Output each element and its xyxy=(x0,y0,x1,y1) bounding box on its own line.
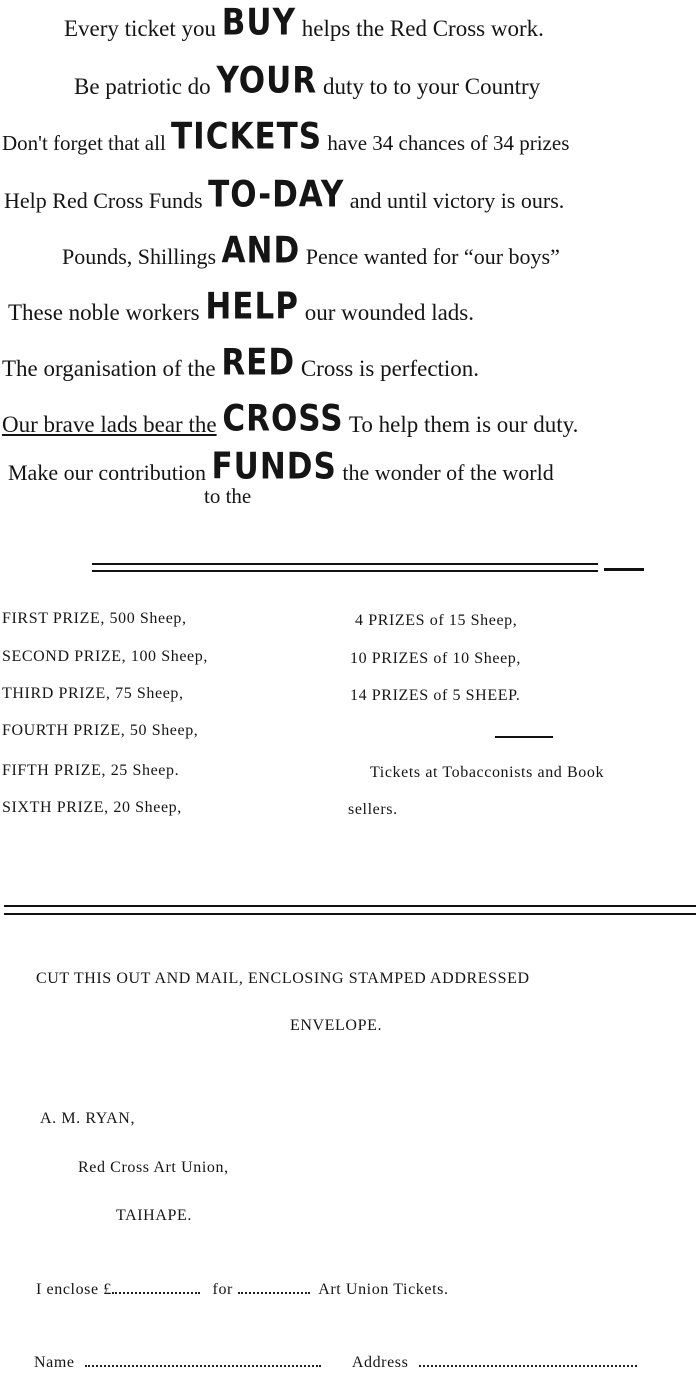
slogan-6-pre: These noble workers xyxy=(8,300,200,325)
enclose-for-label: for xyxy=(212,1281,233,1298)
slogan-1-pre: Every ticket you xyxy=(64,16,217,41)
slogan-9-pre: Make our contribution xyxy=(8,460,206,485)
slogan-2 xyxy=(74,59,541,102)
slogan-8-post: To help them is our duty. xyxy=(348,412,579,437)
slogan-3 xyxy=(2,115,570,158)
divider-mid-b xyxy=(4,913,696,915)
slogan-2-post: duty to to your Country xyxy=(322,74,541,99)
slogan-7-pre: The organisation of the xyxy=(2,356,216,381)
divider-top-c xyxy=(604,568,644,571)
prize-short-rule xyxy=(495,736,553,738)
slogan-3-pre: Don't forget that all xyxy=(2,131,166,155)
slogan-8-pre: Our brave lads bear the xyxy=(2,412,217,437)
slogan-2-pre: Be patriotic do xyxy=(74,74,211,99)
coupon-instruction-2: ENVELOPE. xyxy=(290,1017,383,1034)
prize-left-2: SECOND PRIZE, 100 Sheep, xyxy=(2,648,208,665)
divider-mid-a xyxy=(4,905,696,907)
address-dotted-field[interactable] xyxy=(419,1357,637,1367)
coupon-town: TAIHAPE. xyxy=(116,1207,192,1224)
prize-left-5: FIFTH PRIZE, 25 Sheep. xyxy=(2,762,180,779)
address-label: Address xyxy=(351,1354,409,1371)
slogan-9-post: the wonder of the world xyxy=(342,460,554,485)
slogan-1-post: helps the Red Cross work. xyxy=(301,16,544,41)
slogan-7-post: Cross is perfection. xyxy=(300,356,480,381)
tickets-line-1: Tickets at Tobacconists and Book xyxy=(370,764,605,781)
slogan-5-post: Pence wanted for “our boys” xyxy=(305,244,560,269)
slogan-5-big: AND xyxy=(221,229,301,272)
slogan-9-big: FUNDS xyxy=(211,445,337,488)
slogan-8-big: CROSS xyxy=(222,397,344,440)
prize-left-4: FOURTH PRIZE, 50 Sheep, xyxy=(2,722,199,739)
tickets-line-2: sellers. xyxy=(348,801,398,818)
prize-right-1: 4 PRIZES of 15 Sheep, xyxy=(355,612,518,629)
enclose-post-label: Art Union Tickets. xyxy=(318,1281,449,1298)
slogan-9 xyxy=(8,445,554,488)
slogan-4 xyxy=(4,173,565,216)
amount-dotted-field[interactable] xyxy=(112,1284,200,1294)
slogan-3-post: have 34 chances of 34 prizes xyxy=(327,131,570,155)
slogan-6-post: our wounded lads. xyxy=(304,300,474,325)
coupon-addressee: A. M. RYAN, xyxy=(40,1110,136,1127)
name-label: Name xyxy=(34,1354,75,1371)
slogan-1-big: BUY xyxy=(221,1,297,44)
coupon-enclose-row xyxy=(36,1281,449,1299)
slogan-7 xyxy=(2,341,480,384)
coupon-org: Red Cross Art Union, xyxy=(78,1159,229,1176)
prize-right-2: 10 PRIZES of 10 Sheep, xyxy=(350,650,521,667)
prize-left-6: SIXTH PRIZE, 20 Sheep, xyxy=(2,799,182,816)
slogan-4-big: TO-DAY xyxy=(208,173,345,216)
slogan-3-big: TICKETS xyxy=(171,115,323,158)
prize-left-1: FIRST PRIZE, 500 Sheep, xyxy=(2,610,187,627)
slogan-9-sub: to the xyxy=(204,484,252,508)
coupon-name-row xyxy=(34,1354,637,1372)
divider-top-b xyxy=(92,570,598,572)
slogan-5 xyxy=(62,229,560,272)
prize-right-3: 14 PRIZES of 5 SHEEP. xyxy=(350,687,521,704)
ticket-count-dotted-field[interactable] xyxy=(238,1284,310,1294)
prize-left-3: THIRD PRIZE, 75 Sheep, xyxy=(2,685,184,702)
name-dotted-field[interactable] xyxy=(85,1357,321,1367)
slogan-4-pre: Help Red Cross Funds xyxy=(4,188,203,213)
slogan-2-big: YOUR xyxy=(216,59,318,102)
slogan-6-big: HELP xyxy=(205,285,299,328)
divider-top-a xyxy=(92,563,598,565)
slogan-7-big: RED xyxy=(221,341,296,384)
slogan-6 xyxy=(8,285,474,328)
enclose-label: I enclose £ xyxy=(36,1281,112,1298)
slogan-5-pre: Pounds, Shillings xyxy=(62,244,217,269)
slogan-8 xyxy=(2,397,579,440)
slogan-1 xyxy=(64,1,544,44)
coupon-instruction-1: CUT THIS OUT AND MAIL, ENCLOSING STAMPED ADDRESSED xyxy=(36,970,530,987)
slogan-4-post: and until victory is ours. xyxy=(349,188,565,213)
